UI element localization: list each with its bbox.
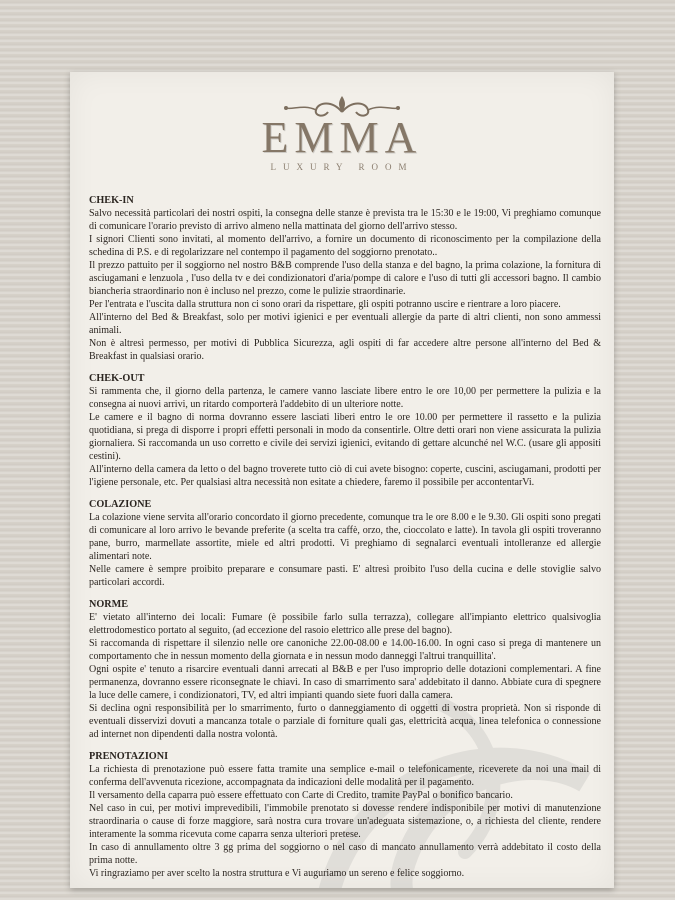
paragraph: In caso di annullamento oltre 3 gg prima del soggiorno o nel caso di mancato annullamento verrà addebitato il costo della prima notte. bbox=[89, 842, 601, 866]
paragraph: Si raccomanda di rispettare il silenzio nelle ore canoniche 22.00-08.00 e 14.00-16.00. In ogni caso si prega di mantenere un comportamento che in nessun momento della giornata e in nessun modo danneggi l'altrui tranquillita'. bbox=[89, 638, 601, 662]
paragraph: Non è altresì permesso, per motivi di Pubblica Sicurezza, agli ospiti di far accedere altre persone all'interno del Bed & Breakfast in qualsiasi orario. bbox=[89, 338, 601, 362]
section-title: PRENOTAZIONI bbox=[89, 751, 169, 762]
section-colazione bbox=[89, 498, 601, 589]
brand-name: EMMA bbox=[261, 113, 423, 162]
section-title: NORME bbox=[89, 599, 129, 610]
section-prenotazioni bbox=[89, 750, 601, 880]
section-check-in bbox=[89, 194, 601, 363]
paragraph: Ogni ospite e' tenuto a risarcire eventuali danni arrecati al B&B e per l'uso improprio delle dotazioni complementari. A fine permanenza, dovranno essere riconsegnate le chiavi. In caso di smarrimento sara' addebitato il danno. Abbiate cura di spegnere la luce delle camere, i condizionatori, TV, ed altri impianti quando siete fuori dalla camera. bbox=[89, 664, 601, 701]
brand-tagline: LUXURY ROOM bbox=[270, 162, 414, 172]
paragraph: E' vietato all'interno dei locali: Fumare (è possibile farlo sulla terrazza), collegare all'impianto elettrico qualsivoglia elettrodomestico portato al seguito, (ad eccezione del rasoio elettrico alle prese del bagno). bbox=[89, 612, 601, 636]
section-title: CHEK-IN bbox=[89, 195, 134, 206]
section-norme bbox=[89, 598, 601, 741]
paragraph: All'interno della camera da letto o del bagno troverete tutto ciò di cui avete bisogno: coperte, cuscini, asciugamani, prodotti per l'igiene personale, etc. Per qualsiasi altra necessità non esitate a chiedere, faremo il possibile per accontentarVi. bbox=[89, 464, 601, 488]
section-check-out bbox=[89, 372, 601, 489]
paragraph: Salvo necessità particolari dei nostri ospiti, la consegna delle stanze è prevista tra le 15:30 e le 19:00, Vi preghiamo comunque di comunicare l'orario previsto di arrivo almeno nella mattinata del giorno dell'arrivo stesso. bbox=[89, 208, 601, 232]
paragraph: Le camere e il bagno di norma dovranno essere lasciati liberi entro le ore 10.00 per permettere il rassetto e la pulizia quotidiana, si prega di disporre i propri effetti personali in modo da consentirle. Oltre detti orari non viene assicurata la pulizia giornaliera. Si raccomanda un uso corretto e civile dei servizi igienici, evitando di gettare alcunché nel W.C. (usare gli appositi cestini). bbox=[89, 412, 601, 462]
paragraph: Si declina ogni responsibilità per lo smarrimento, furto o danneggiamento di oggetti di vostra proprietà. Non si risponde di eventuali disservizi dovuti a mancanza totale o parziale di forniture quali gas, elettricità acqua, linea telefonica o connessione ad internet non dipendenti dalla nostra volontà. bbox=[89, 703, 601, 740]
rules-content bbox=[89, 194, 601, 888]
brand-logo bbox=[70, 94, 614, 172]
paragraph: Nelle camere è sempre proibito preparare e consumare pasti. E' altresì proibito l'uso della cucina e delle stoviglie salvo particolari accordi. bbox=[89, 564, 601, 588]
section-title: CHEK-OUT bbox=[89, 373, 145, 384]
paragraph: Si rammenta che, il giorno della partenza, le camere vanno lasciate libere entro le ore 10,00 per permettere la pulizia e la consegna ai nuovi arrivi, un ritardo comporterà l'addebito di un ulteriore notte. bbox=[89, 386, 601, 410]
paragraph: Per l'entrata e l'uscita dalla struttura non ci sono orari da rispettare, gli ospiti potranno uscire e rientrare a loro piacere. bbox=[89, 299, 561, 310]
rules-sheet bbox=[70, 72, 614, 888]
paragraph: La richiesta di prenotazione può essere fatta tramite una semplice e-mail o telefonicamente, riceverete da noi una mail di conferma dell'avvenuta ricezione, accompagnata da indicazioni delle modalità per il pagamento. bbox=[89, 764, 601, 788]
section-title: COLAZIONE bbox=[89, 499, 152, 510]
paragraph: Vi ringraziamo per aver scelto la nostra struttura e Vi auguriamo un sereno e felice soggiorno. bbox=[89, 868, 465, 879]
paragraph: Nel caso in cui, per motivi imprevedibili, l'immobile prenotato si dovesse rendere indisponibile per motivi di manutenzione straordinaria o cause di forze maggiore, sarà nostra cura trovare un'adeguata sistemazione, o, a richiesta del cliente, rendere interamente la somma ricevuta come caparra senza ulteriori pretese. bbox=[89, 803, 601, 840]
paragraph: All'interno del Bed & Breakfast, solo per motivi igienici e per eventuali allergie da parte di altri clienti, non sono ammessi animali. bbox=[89, 312, 601, 336]
paragraph: Il prezzo pattuito per il soggiorno nel nostro B&B comprende l'uso della stanza e del bagno, la prima colazione, la fornitura di asciugamani e lenzuola , l'uso della tv e dei condizionatori d'aria/pompe di calore e l'uso di tutti gli accessori bagno. Il cambio biancheria straordinario non è incluso nel prezzo, come le pulizie straordinarie. bbox=[89, 260, 601, 297]
paragraph: I signori Clienti sono invitati, al momento dell'arrivo, a fornire un documento di riconoscimento per la compilazione della schedina di P.S. e di regolarizzare nel contempo il pagamento del soggiorno prenotato.. bbox=[89, 234, 601, 258]
paragraph: La colazione viene servita all'orario concordato il giorno precedente, comunque tra le ore 8.00 e le 9.30. Gli ospiti sono pregati di comunicare al loro arrivo le bevande preferite (a scelta tra caffè, orzo, the, cioccolato e latte). In tavola gli ospiti troveranno pane, burro, marmellate assortite, miele ed altri prodotti. Vi preghiamo di segnalarci eventuali intolleranze ed allergie alimentari note. bbox=[89, 512, 601, 562]
paragraph: Il versamento della caparra può essere effettuato con Carte di Credito, tramite PayPal o bonifico bancario. bbox=[89, 790, 513, 801]
